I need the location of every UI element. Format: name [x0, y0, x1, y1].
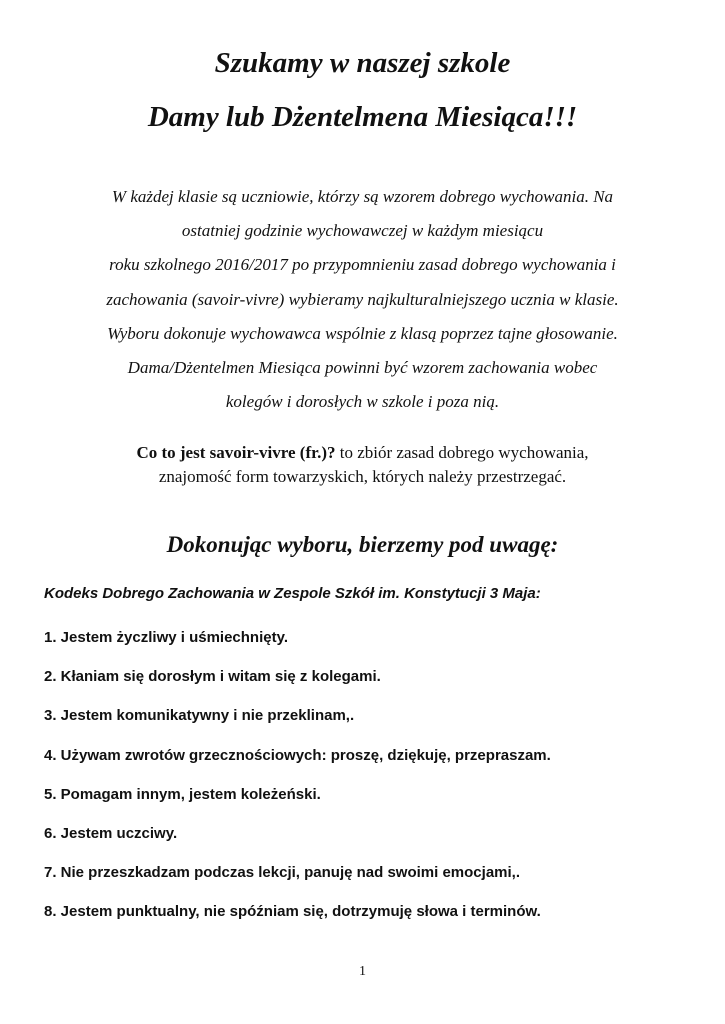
intro-line: ostatniej godzinie wychowawczej w każdym miesiącu — [181, 221, 544, 241]
definition-answer-part2: znajomość form towarzyskich, których należy przestrzegać. — [158, 467, 567, 486]
rule-item: 7. Nie przeszkadzam podczas lekcji, panuję nad swoimi emocjami,. — [44, 864, 521, 882]
definition-answer-part1: to zbiór zasad dobrego wychowania, — [339, 443, 589, 462]
rule-item: 4. Używam zwrotów grzecznościowych: proszę, dziękuję, przepraszam. — [44, 746, 551, 764]
rules-list — [44, 618, 551, 932]
codex-title: Kodeks Dobrego Zachowania w Zespole Szkół im. Konstytucji 3 Maja: — [44, 585, 541, 602]
intro-paragraph — [0, 180, 725, 419]
title-line-1: Szukamy w naszej szkole — [214, 47, 511, 79]
intro-line: W każdej klasie są uczniowie, którzy są wzorem dobrego wychowania. Na — [111, 187, 614, 206]
savoir-vivre-definition — [0, 441, 725, 489]
intro-line: roku szkolnego 2016/2017 po przypomnieniu zasad dobrego wychowania i — [109, 255, 616, 275]
intro-line: Wyboru dokonuje wychowawca wspólnie z klasą poprzez tajne głosowanie. — [107, 323, 618, 343]
rule-item: 2. Kłaniam się dorosłym i witam się z kolegami. — [44, 668, 381, 686]
page-number: 1 — [359, 964, 366, 979]
rule-item: 3. Jestem komunikatywny i nie przeklinam,. — [44, 707, 355, 725]
title-line-2: Damy lub Dżentelmena Miesiąca!!! — [147, 101, 578, 133]
rule-item: 1. Jestem życzliwy i uśmiechnięty. — [44, 629, 288, 646]
rule-item: 6. Jestem uczciwy. — [44, 825, 178, 843]
intro-line: zachowania (savoir-vivre) wybieramy najkulturalniejszego ucznia w klasie. — [106, 289, 619, 309]
definition-question: Co to jest savoir-vivre (fr.)? — [136, 443, 336, 462]
rule-item: 8. Jestem punktualny, nie spóźniam się, dotrzymuję słowa i terminów. — [44, 903, 541, 921]
section-heading: Dokonując wyboru, bierzemy pod uwagę: — [166, 532, 559, 557]
intro-line: Dama/Dżentelmen Miesiąca powinni być wzorem zachowania wobec — [127, 358, 598, 378]
rule-item: 5. Pomagam innym, jestem koleżeński. — [44, 785, 321, 803]
definition-line-1 — [0, 441, 725, 465]
intro-line: kolegów i dorosłych w szkole i poza nią. — [225, 392, 500, 412]
